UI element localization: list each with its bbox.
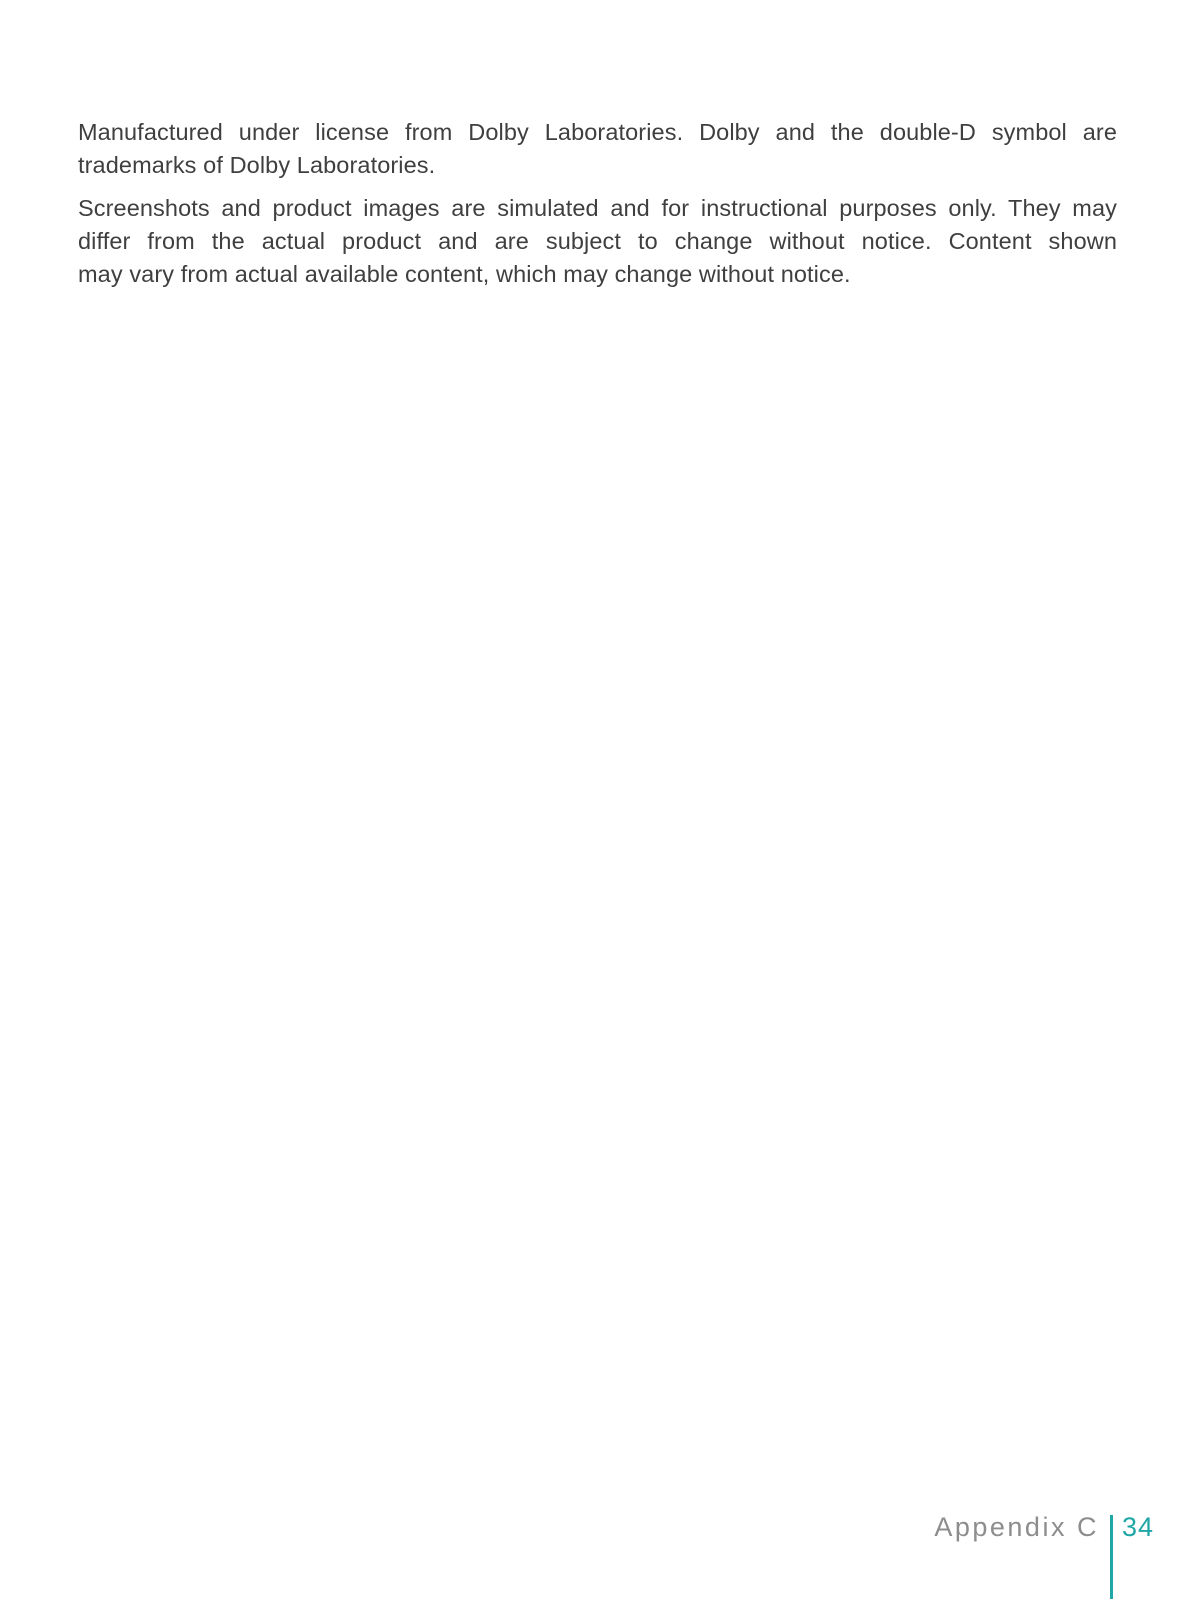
page-number: 34 bbox=[1121, 1512, 1154, 1542]
paragraph-line: Manufactured under license from Dolby Laboratories. Dolby and the double-D symbol are bbox=[78, 119, 1117, 145]
paragraph-screenshots-disclaimer bbox=[78, 192, 1117, 291]
paragraph-dolby-license-notice bbox=[78, 116, 1117, 182]
paragraph-line: may vary from actual available content, which may change without notice. bbox=[78, 261, 851, 287]
paragraph-line: trademarks of Dolby Laboratories. bbox=[78, 152, 436, 178]
page-footer bbox=[934, 1512, 1154, 1599]
paragraph-line: Screenshots and product images are simulated and for instructional purposes only. They may bbox=[78, 195, 1117, 221]
appendix-section-label: Appendix C bbox=[934, 1512, 1099, 1542]
footer-divider-rule bbox=[1110, 1515, 1113, 1599]
paragraph-line: differ from the actual product and are subject to change without notice. Content shown bbox=[78, 228, 1117, 254]
page-body-text bbox=[78, 116, 1117, 301]
